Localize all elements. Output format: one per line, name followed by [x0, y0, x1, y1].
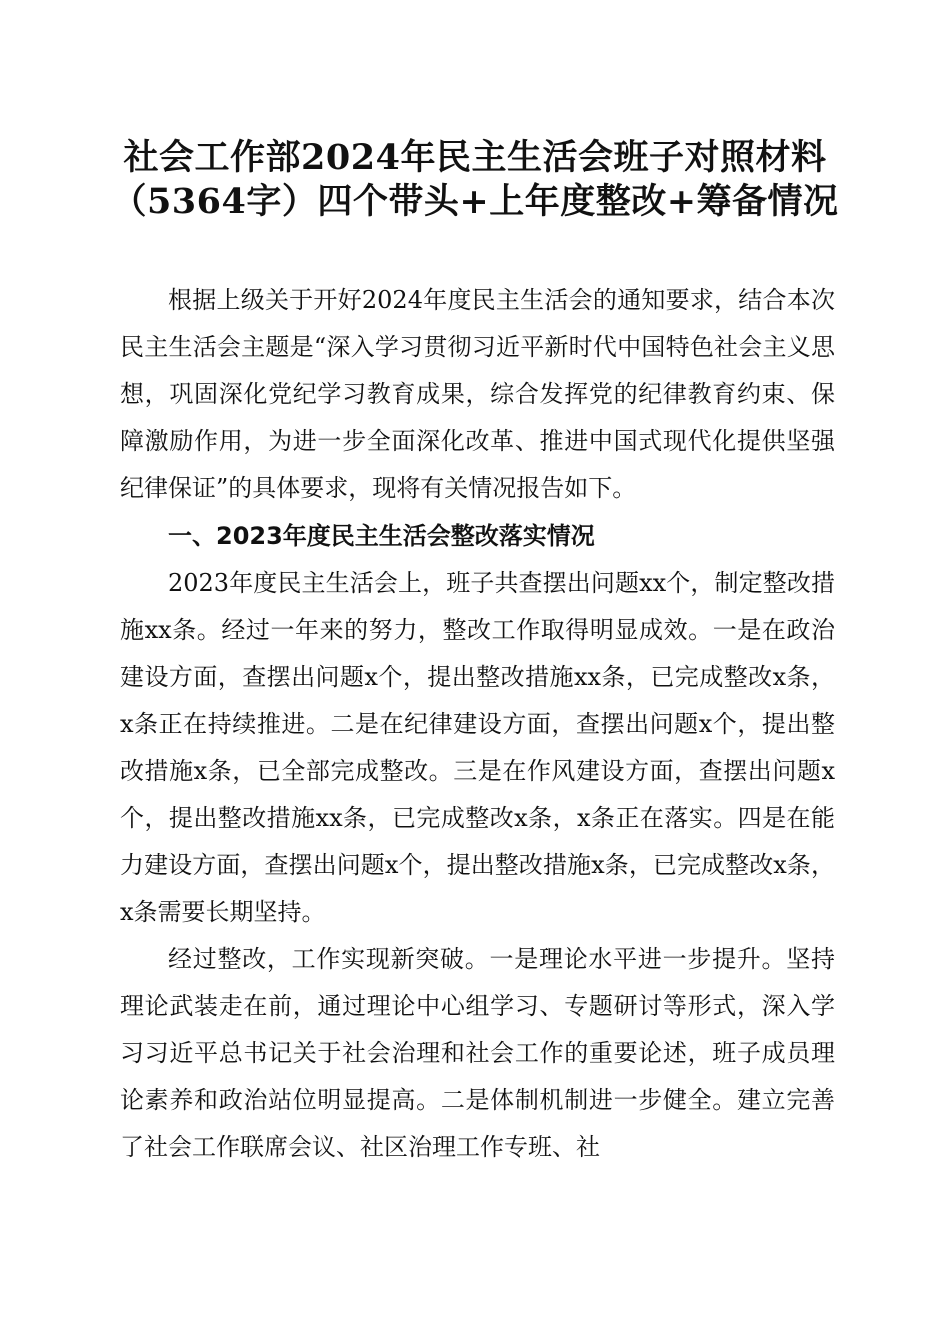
title-line-1: 社会工作部2024年民主生活会班子对照材料 [123, 137, 827, 178]
section1-paragraph-2: 经过整改，工作实现新突破。一是理论水平进一步提升。坚持理论武装走在前，通过理论中心组学习、专题研讨等形式，深入学习习近平总书记关于社会治理和社会工作的重要论述，班子成员理论素养和政治站位明显提高。二是体制机制进一步健全。建立完善了社会工作联席会议、社区治理工作专班、社 [120, 945, 835, 1161]
intro-paragraph: 根据上级关于开好2024年度民主生活会的通知要求，结合本次民主生活会主题是“深入学习贯彻习近平新时代中国特色社会主义思想，巩固深化党纪学习教育成果，综合发挥党的纪律教育约束、保障激励作用，为进一步全面深化改革、推进中国式现代化提供坚强纪律保证”的具体要求，现将有关情况报告如下。 [120, 286, 835, 502]
section1-paragraph-1: 2023年度民主生活会上，班子共查摆出问题xx个，制定整改措施xx条。经过一年来的努力，整改工作取得明显成效。一是在政治建设方面，查摆出问题x个，提出整改措施xx条，已完成整改x条，x条正在持续推进。二是在纪律建设方面，查摆出问题x个，提出整改措施x条，已全部完成整改。三是在作风建设方面，查摆出问题x个，提出整改措施xx条，已完成整改x条，x条正在落实。四是在能力建设方面，查摆出问题x个，提出整改措施x条，已完成整改x条，x条需要长期坚持。 [120, 569, 835, 926]
document-body [120, 277, 835, 1171]
document-title [60, 136, 890, 224]
section-heading-1: 一、2023年度民主生活会整改落实情况 [168, 522, 595, 550]
title-line-2: （5364字）四个带头+上年度整改+筹备情况 [111, 181, 839, 222]
